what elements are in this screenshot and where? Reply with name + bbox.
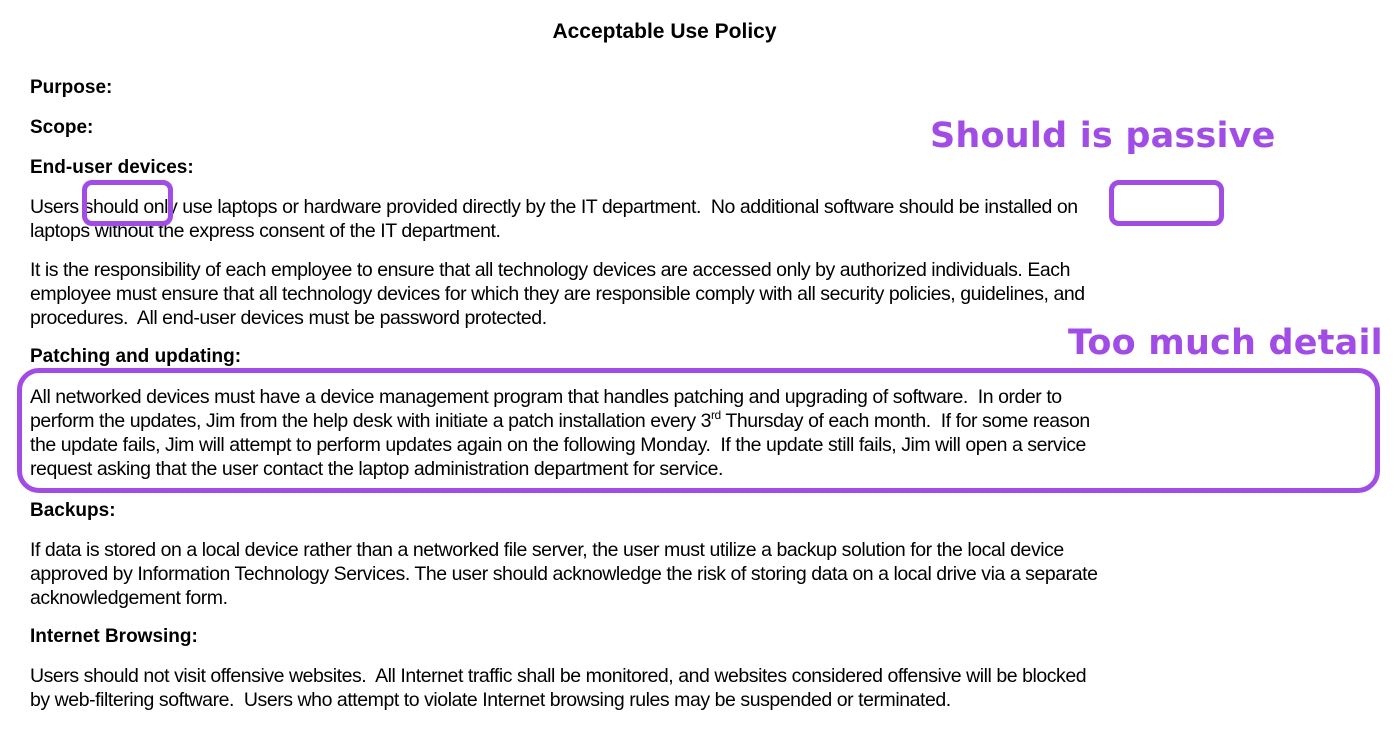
paragraph-line: Users should not visit offensive websites. All Internet traffic shall be monitored, and websites considered offensive will be blocked (30, 665, 1087, 687)
scope-heading: Scope: (30, 117, 94, 138)
paragraph-line: employee must ensure that all technology devices for which they are responsible comply with all security policies, guidelines, and (30, 283, 1085, 305)
internet-browsing-paragraph (30, 664, 1360, 712)
should-highlight-box (82, 180, 173, 226)
paragraph-line: by web-filtering software. Users who attempt to violate Internet browsing rules may be suspended or terminated. (30, 689, 951, 711)
backups-paragraph (30, 538, 1360, 610)
paragraph-line: request asking that the user contact the laptop administration department for service. (30, 458, 723, 480)
paragraph-line: All networked devices must have a device management program that handles patching and upgrading of software. In order to (30, 386, 1062, 408)
ordinal-superscript: rd (711, 408, 721, 422)
end-user-devices-heading: End-user devices: (30, 157, 194, 178)
paragraph-line: the update fails, Jim will attempt to perform updates again on the following Monday. If the update still fails, Jim will open a service (30, 434, 1086, 456)
internet-browsing-heading: Internet Browsing: (30, 626, 198, 647)
paragraph-line: perform the updates, Jim from the help desk with initiate a patch installation every 3 (30, 410, 712, 432)
purpose-heading: Purpose: (30, 77, 113, 98)
paragraph-line: procedures. All end-user devices must be password protected. (30, 307, 547, 329)
backups-heading: Backups: (30, 500, 116, 521)
patching-heading: Patching and updating: (30, 346, 242, 367)
paragraph-line: acknowledgement form. (30, 587, 228, 609)
patching-highlight-box (17, 368, 1380, 493)
end-user-devices-paragraph-2 (30, 258, 1360, 330)
paragraph-line: It is the responsibility of each employee to ensure that all technology devices are accessed only by authorized individuals. Each (30, 259, 1070, 281)
paragraph-line: If data is stored on a local device rather than a networked file server, the user must utilize a backup solution for the local device (30, 539, 1064, 561)
document-title: Acceptable Use Policy (552, 20, 777, 43)
paragraph-line: Thursday of each month. If for some reason (720, 410, 1090, 432)
should-be-highlight-box (1109, 180, 1224, 226)
paragraph-line: laptops without the express consent of the IT department. (30, 220, 501, 242)
paragraph-line: approved by Information Technology Services. The user should acknowledge the risk of storing data on a local drive via a separate (30, 563, 1098, 585)
too-much-detail-annotation: Too much detail (1068, 323, 1383, 363)
paragraph-line: Users should only use laptops or hardware provided directly by the IT department. No additional software should be installed on (30, 196, 1078, 218)
should-is-passive-annotation: Should is passive (930, 116, 1276, 156)
